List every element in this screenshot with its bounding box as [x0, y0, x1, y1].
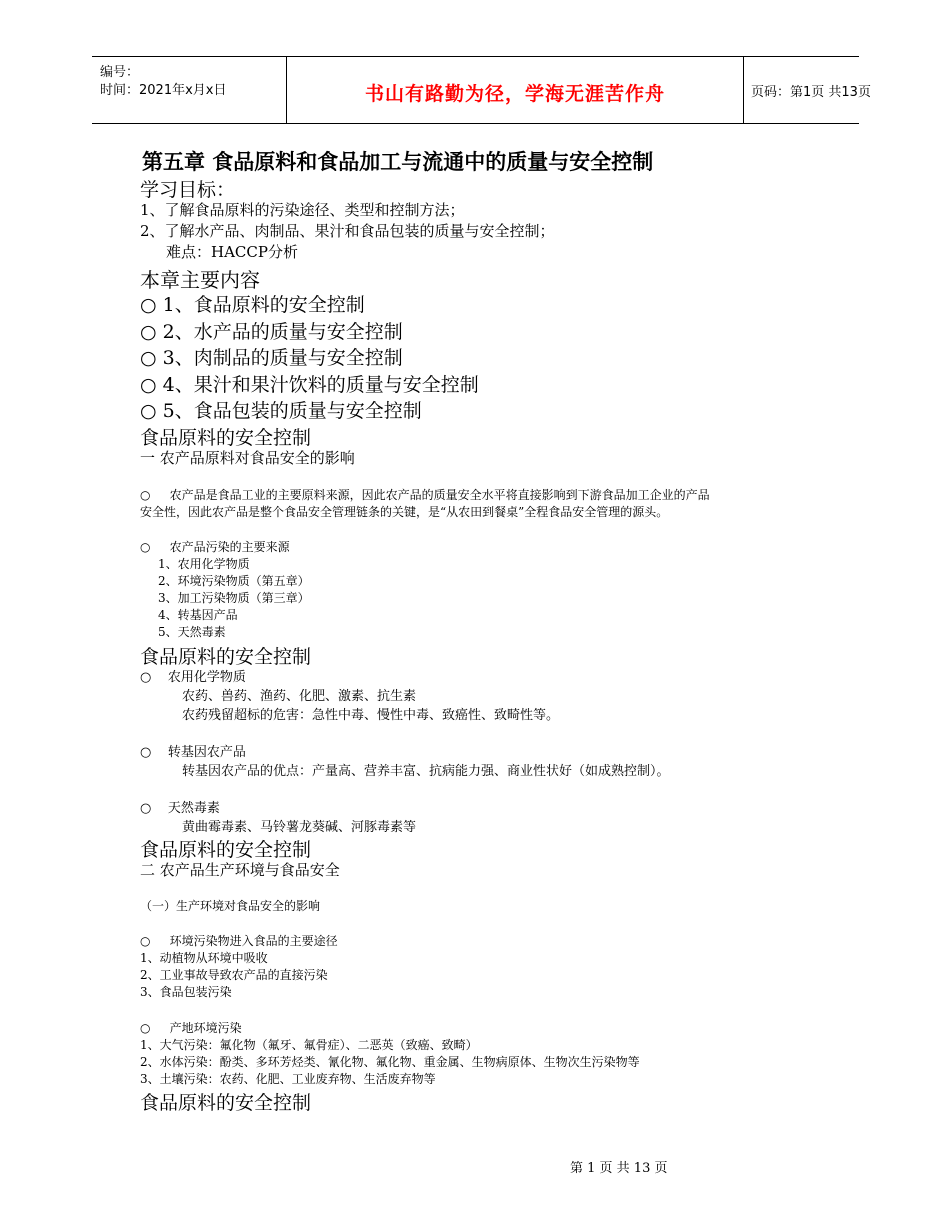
motto: 书山有路勤为径，学海无涯苦作舟: [364, 83, 665, 105]
objectives-heading: 学习目标：: [140, 179, 236, 201]
section-heading: 食品原料的安全控制: [140, 427, 312, 449]
subsection-title: （一）生产环境对食品安全的影响: [140, 899, 321, 913]
header-center-cell: [286, 57, 744, 123]
header-left-cell: [92, 57, 286, 123]
bullet-icon: ○: [140, 1021, 151, 1035]
gmo-heading: ○ 转基因农产品: [140, 745, 246, 760]
env-heading: ○ 环境污染物进入食品的主要途径: [140, 934, 338, 948]
bullet-icon: ○: [140, 670, 152, 685]
bullet-icon: ○: [140, 488, 151, 502]
page-footer: 第 1 页 共 13 页: [570, 1161, 668, 1176]
bullet-icon: ○: [140, 400, 157, 422]
bullet-icon: ○: [140, 321, 157, 343]
agro-line: 农药残留超标的危害：急性中毒、慢性中毒、致癌性、致畸性等。: [182, 708, 560, 723]
list-item: 3、土壤污染：农药、化肥、工业废弃物、生活废弃物等: [140, 1072, 436, 1086]
origin-heading: ○ 产地环境污染: [140, 1021, 242, 1035]
number-label: 编号：: [100, 65, 140, 80]
gmo-line: 转基因农产品的优点：产量高、营养丰富、抗病能力强、商业性状好（如成熟控制）。: [182, 764, 670, 779]
bullet-icon: ○: [140, 347, 157, 369]
main-item: ○ 5、食品包装的质量与安全控制: [140, 400, 422, 422]
bullet-icon: ○: [140, 374, 157, 396]
bullet-icon: ○: [140, 801, 152, 816]
bullet-icon: ○: [140, 934, 151, 948]
section-heading: 食品原料的安全控制: [140, 646, 312, 668]
main-item: ○ 2、水产品的质量与安全控制: [140, 321, 403, 343]
list-item: 5、天然毒素: [158, 625, 226, 639]
subsection-title: 二 农产品生产环境与食品安全: [140, 861, 340, 879]
header-right-cell: [743, 57, 871, 123]
list-item: 1、大气污染：氟化物（氟牙、氟骨症）、二恶英（致癌、致畸）: [140, 1038, 478, 1052]
page-info: 页码：第1页 共13页: [751, 85, 871, 100]
list-item: 3、食品包装污染: [140, 985, 232, 999]
header-table: [92, 56, 871, 124]
toxin-heading: ○ 天然毒素: [140, 801, 220, 816]
paragraph-line: ○ 农产品是食品工业的主要原料来源，因此农产品的质量安全水平将直接影响到下游食品加工企业的产品: [140, 488, 710, 502]
time-label: 时间：2021年x月x日: [100, 83, 227, 98]
bullet-icon: ○: [140, 294, 157, 316]
bullet-icon: ○: [140, 745, 152, 760]
main-item: ○ 4、果汁和果汁饮料的质量与安全控制: [140, 374, 479, 396]
agro-heading: ○ 农用化学物质: [140, 670, 246, 685]
subsection-title: 一 农产品原料对食品安全的影响: [140, 449, 355, 467]
list-item: 2、工业事故导致农产品的直接污染: [140, 968, 328, 982]
main-item: ○ 3、肉制品的质量与安全控制: [140, 347, 403, 369]
chapter-title: 第五章 食品原料和食品加工与流通中的质量与安全控制: [142, 150, 654, 174]
objective-item: 1、了解食品原料的污染途径、类型和控制方法；: [140, 201, 465, 219]
sources-heading: ○ 农产品污染的主要来源: [140, 540, 290, 554]
objective-item: 2、了解水产品、肉制品、果汁和食品包装的质量与安全控制；: [140, 222, 555, 240]
list-item: 2、水体污染：酚类、多环芳烃类、氰化物、氟化物、重金属、生物病原体、生物次生污染物等: [140, 1055, 640, 1069]
paragraph-line: 安全性，因此农产品是整个食品安全管理链条的关键，是“从农田到餐桌”全程食品安全管理的源头。: [140, 505, 669, 519]
list-item: 2、环境污染物质（第五章）: [158, 574, 310, 588]
list-item: 3、加工污染物质（第三章）: [158, 591, 310, 605]
main-content-heading: 本章主要内容: [140, 268, 260, 292]
bullet-icon: ○: [140, 540, 151, 554]
list-item: 4、转基因产品: [158, 608, 238, 622]
main-item: ○ 1、食品原料的安全控制: [140, 294, 365, 316]
section-heading: 食品原料的安全控制: [140, 839, 312, 861]
list-item: 1、动植物从环境中吸收: [140, 951, 268, 965]
section-heading: 食品原料的安全控制: [140, 1092, 312, 1114]
list-item: 1、农用化学物质: [158, 557, 250, 571]
difficulty: 难点：HACCP分析: [166, 243, 298, 261]
agro-line: 农药、兽药、渔药、化肥、激素、抗生素: [182, 689, 417, 704]
toxin-line: 黄曲霉毒素、马铃薯龙葵碱、河豚毒素等: [182, 820, 417, 835]
